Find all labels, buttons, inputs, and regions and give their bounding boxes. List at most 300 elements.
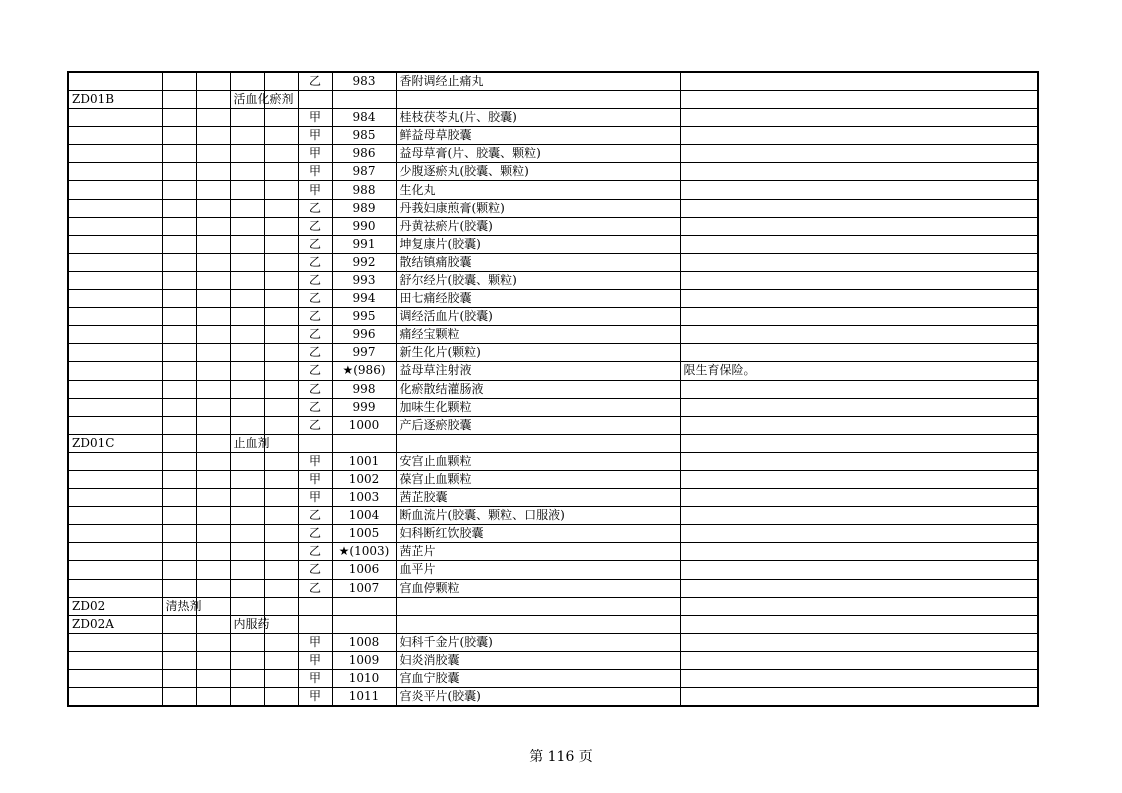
cell-category-code: [68, 362, 162, 380]
cell-drug-name: 丹莪妇康煎膏(颗粒): [396, 199, 680, 217]
cell-category-code: [68, 235, 162, 253]
cell-level1-category: [162, 507, 196, 525]
cell-empty: [264, 561, 298, 579]
cell-note: [680, 561, 1038, 579]
cell-category-code: [68, 579, 162, 597]
cell-number: 989: [332, 199, 396, 217]
cell-number: 994: [332, 290, 396, 308]
cell-drug-name: 妇科断红饮胶囊: [396, 525, 680, 543]
cell-empty: [196, 344, 230, 362]
cell-grade: 乙: [298, 344, 332, 362]
cell-number: 1005: [332, 525, 396, 543]
cell-drug-name: 桂枝茯苓丸(片、胶囊): [396, 109, 680, 127]
cell-category-code: ZD01B: [68, 91, 162, 109]
cell-drug-name: 宫炎平片(胶囊): [396, 688, 680, 707]
cell-level2-category: [230, 651, 264, 669]
cell-category-code: [68, 398, 162, 416]
cell-category-code: ZD02: [68, 597, 162, 615]
table-row: [68, 72, 1038, 91]
table-row: [68, 579, 1038, 597]
cell-note: [680, 217, 1038, 235]
cell-drug-name: 调经活血片(胶囊): [396, 308, 680, 326]
cell-level1-category: [162, 217, 196, 235]
cell-level1-category: [162, 72, 196, 91]
cell-number: 998: [332, 380, 396, 398]
table-row: [68, 362, 1038, 380]
cell-level2-category: [230, 543, 264, 561]
cell-level2-category: [230, 308, 264, 326]
cell-level2-category: [230, 597, 264, 615]
table-row: [68, 651, 1038, 669]
cell-level2-category: [230, 253, 264, 271]
cell-level1-category: [162, 525, 196, 543]
cell-level2-category: [230, 181, 264, 199]
cell-level2-category: [230, 633, 264, 651]
cell-grade: 乙: [298, 199, 332, 217]
drug-list-table: [67, 71, 1039, 707]
cell-level1-category: [162, 670, 196, 688]
cell-category-code: [68, 470, 162, 488]
cell-empty: [264, 507, 298, 525]
cell-number: 995: [332, 308, 396, 326]
cell-grade: 乙: [298, 416, 332, 434]
cell-number: 1009: [332, 651, 396, 669]
cell-empty: [264, 525, 298, 543]
cell-category-code: [68, 543, 162, 561]
cell-level1-category: [162, 235, 196, 253]
cell-empty: [264, 398, 298, 416]
cell-level2-category: [230, 326, 264, 344]
cell-empty: [196, 507, 230, 525]
cell-empty: [196, 579, 230, 597]
cell-level2-category: [230, 72, 264, 91]
cell-grade: 乙: [298, 72, 332, 91]
cell-drug-name: 痛经宝颗粒: [396, 326, 680, 344]
cell-grade: 乙: [298, 362, 332, 380]
cell-empty: [264, 597, 298, 615]
cell-empty: [196, 253, 230, 271]
cell-drug-name: 田七痛经胶囊: [396, 290, 680, 308]
cell-grade: 甲: [298, 651, 332, 669]
cell-level1-category: [162, 326, 196, 344]
cell-empty: [196, 543, 230, 561]
cell-grade: 乙: [298, 217, 332, 235]
cell-empty: [196, 416, 230, 434]
cell-grade: 甲: [298, 127, 332, 145]
cell-empty: [196, 290, 230, 308]
cell-category-code: [68, 271, 162, 289]
cell-number: ★(1003): [332, 543, 396, 561]
cell-level2-category: [230, 127, 264, 145]
table-row: [68, 470, 1038, 488]
cell-category-code: [68, 72, 162, 91]
cell-grade: 乙: [298, 579, 332, 597]
cell-drug-name: 益母草注射液: [396, 362, 680, 380]
cell-grade: 甲: [298, 109, 332, 127]
table-row: [68, 308, 1038, 326]
cell-note: [680, 308, 1038, 326]
cell-level1-category: [162, 109, 196, 127]
cell-number: 1003: [332, 489, 396, 507]
cell-note: [680, 416, 1038, 434]
cell-empty: [264, 670, 298, 688]
cell-drug-name: 益母草膏(片、胶囊、颗粒): [396, 145, 680, 163]
cell-empty: [264, 235, 298, 253]
cell-drug-name: 丹黄祛瘀片(胶囊): [396, 217, 680, 235]
cell-number: 1000: [332, 416, 396, 434]
cell-category-code: [68, 217, 162, 235]
cell-empty: [264, 271, 298, 289]
cell-grade: 乙: [298, 326, 332, 344]
cell-grade: 甲: [298, 489, 332, 507]
table-row: [68, 416, 1038, 434]
cell-drug-name: 生化丸: [396, 181, 680, 199]
cell-empty: [196, 489, 230, 507]
cell-category-code: [68, 688, 162, 707]
cell-category-code: [68, 344, 162, 362]
cell-note: [680, 615, 1038, 633]
cell-note: [680, 651, 1038, 669]
cell-empty: [264, 145, 298, 163]
cell-empty: [264, 253, 298, 271]
cell-empty: [264, 127, 298, 145]
table-row: [68, 688, 1038, 707]
cell-drug-name: 茜芷胶囊: [396, 489, 680, 507]
cell-category-code: [68, 507, 162, 525]
cell-level1-category: [162, 163, 196, 181]
cell-drug-name: 香附调经止痛丸: [396, 72, 680, 91]
cell-empty: [264, 579, 298, 597]
cell-number: 983: [332, 72, 396, 91]
cell-note: [680, 489, 1038, 507]
cell-number: 1007: [332, 579, 396, 597]
table-row: [68, 217, 1038, 235]
cell-number: 992: [332, 253, 396, 271]
cell-grade: 乙: [298, 235, 332, 253]
cell-number: 1006: [332, 561, 396, 579]
cell-empty: [264, 181, 298, 199]
cell-level1-category: [162, 253, 196, 271]
cell-level1-category: [162, 308, 196, 326]
cell-level1-category: [162, 543, 196, 561]
cell-level2-category: [230, 507, 264, 525]
cell-number: 993: [332, 271, 396, 289]
cell-level1-category: [162, 470, 196, 488]
cell-level1-category: [162, 290, 196, 308]
table-row: [68, 199, 1038, 217]
cell-category-code: [68, 380, 162, 398]
cell-level1-category: [162, 651, 196, 669]
cell-grade: 乙: [298, 380, 332, 398]
table-row: [68, 290, 1038, 308]
cell-grade: 乙: [298, 271, 332, 289]
cell-category-code: [68, 145, 162, 163]
cell-grade: 甲: [298, 670, 332, 688]
cell-empty: [196, 163, 230, 181]
cell-grade: 甲: [298, 688, 332, 707]
cell-note: [680, 127, 1038, 145]
cell-drug-name: 坤复康片(胶囊): [396, 235, 680, 253]
cell-level1-category: [162, 615, 196, 633]
table-row: [68, 489, 1038, 507]
cell-empty: [196, 452, 230, 470]
cell-drug-name: 妇炎消胶囊: [396, 651, 680, 669]
cell-category-code: [68, 163, 162, 181]
cell-empty: [264, 380, 298, 398]
cell-category-code: [68, 489, 162, 507]
cell-drug-name: [396, 615, 680, 633]
cell-category-code: [68, 452, 162, 470]
cell-grade: 乙: [298, 561, 332, 579]
cell-category-code: [68, 308, 162, 326]
cell-grade: 甲: [298, 163, 332, 181]
cell-note: [680, 380, 1038, 398]
cell-number: [332, 91, 396, 109]
cell-drug-name: [396, 91, 680, 109]
cell-empty: [196, 362, 230, 380]
cell-level1-category: [162, 688, 196, 707]
cell-number: 987: [332, 163, 396, 181]
table-row: [68, 109, 1038, 127]
table-row: [68, 597, 1038, 615]
cell-empty: [196, 127, 230, 145]
cell-drug-name: 茜芷片: [396, 543, 680, 561]
cell-level2-category: [230, 235, 264, 253]
cell-level2-category: [230, 362, 264, 380]
cell-empty: [196, 434, 230, 452]
cell-drug-name: 散结镇痛胶囊: [396, 253, 680, 271]
cell-grade: 乙: [298, 525, 332, 543]
cell-number: 1002: [332, 470, 396, 488]
cell-drug-name: [396, 434, 680, 452]
cell-note: [680, 109, 1038, 127]
cell-level2-category: [230, 344, 264, 362]
cell-empty: [264, 470, 298, 488]
cell-empty: [264, 452, 298, 470]
cell-level2-category: 止血剂: [230, 434, 264, 452]
cell-drug-name: 加味生化颗粒: [396, 398, 680, 416]
table-row: [68, 670, 1038, 688]
cell-empty: [196, 561, 230, 579]
cell-drug-name: 妇科千金片(胶囊): [396, 633, 680, 651]
cell-number: [332, 615, 396, 633]
table-row: [68, 434, 1038, 452]
cell-empty: [196, 688, 230, 707]
cell-empty: [264, 688, 298, 707]
cell-category-code: ZD02A: [68, 615, 162, 633]
cell-note: [680, 597, 1038, 615]
cell-category-code: [68, 109, 162, 127]
cell-grade: 甲: [298, 452, 332, 470]
table-row: [68, 452, 1038, 470]
cell-note: [680, 452, 1038, 470]
cell-category-code: [68, 326, 162, 344]
cell-drug-name: 少腹逐瘀丸(胶囊、颗粒): [396, 163, 680, 181]
cell-number: [332, 597, 396, 615]
cell-empty: [264, 199, 298, 217]
cell-level1-category: [162, 561, 196, 579]
cell-level1-category: [162, 199, 196, 217]
cell-empty: [196, 326, 230, 344]
cell-level2-category: [230, 489, 264, 507]
cell-empty: [264, 362, 298, 380]
cell-note: 限生育保险。: [680, 362, 1038, 380]
table-row: [68, 615, 1038, 633]
table-row: [68, 145, 1038, 163]
table-row: [68, 507, 1038, 525]
cell-level2-category: [230, 145, 264, 163]
cell-category-code: [68, 561, 162, 579]
cell-note: [680, 235, 1038, 253]
cell-note: [680, 579, 1038, 597]
cell-category-code: [68, 199, 162, 217]
cell-level2-category: 活血化瘀剂: [230, 91, 264, 109]
page-number: 第 116 页: [529, 749, 593, 765]
cell-level2-category: [230, 561, 264, 579]
cell-level2-category: [230, 398, 264, 416]
cell-category-code: [68, 290, 162, 308]
cell-number: 984: [332, 109, 396, 127]
cell-note: [680, 145, 1038, 163]
cell-empty: [196, 72, 230, 91]
cell-number: [332, 434, 396, 452]
cell-empty: [264, 163, 298, 181]
cell-empty: [196, 308, 230, 326]
cell-note: [680, 507, 1038, 525]
table-row: [68, 344, 1038, 362]
cell-level2-category: 内服药: [230, 615, 264, 633]
cell-number: 999: [332, 398, 396, 416]
cell-number: 990: [332, 217, 396, 235]
cell-note: [680, 72, 1038, 91]
cell-drug-name: 安宫止血颗粒: [396, 452, 680, 470]
cell-level1-category: [162, 489, 196, 507]
table-row: [68, 91, 1038, 109]
cell-empty: [264, 308, 298, 326]
cell-empty: [196, 615, 230, 633]
cell-note: [680, 326, 1038, 344]
table-body: [68, 72, 1038, 706]
cell-category-code: [68, 416, 162, 434]
cell-grade: 乙: [298, 507, 332, 525]
table-row: [68, 181, 1038, 199]
cell-level2-category: [230, 290, 264, 308]
cell-note: [680, 543, 1038, 561]
cell-drug-name: 宫血停颗粒: [396, 579, 680, 597]
cell-note: [680, 91, 1038, 109]
cell-empty: [196, 217, 230, 235]
cell-note: [680, 434, 1038, 452]
cell-empty: [264, 344, 298, 362]
table-row: [68, 543, 1038, 561]
cell-level1-category: [162, 127, 196, 145]
cell-note: [680, 253, 1038, 271]
cell-note: [680, 181, 1038, 199]
cell-empty: [196, 398, 230, 416]
cell-empty: [264, 489, 298, 507]
cell-level2-category: [230, 163, 264, 181]
cell-number: 988: [332, 181, 396, 199]
cell-category-code: ZD01C: [68, 434, 162, 452]
cell-level2-category: [230, 217, 264, 235]
cell-empty: [264, 72, 298, 91]
cell-number: ★(986): [332, 362, 396, 380]
cell-empty: [196, 271, 230, 289]
cell-grade: 乙: [298, 308, 332, 326]
cell-level1-category: [162, 416, 196, 434]
cell-note: [680, 470, 1038, 488]
cell-empty: [196, 91, 230, 109]
cell-note: [680, 633, 1038, 651]
cell-level1-category: [162, 181, 196, 199]
cell-category-code: [68, 127, 162, 145]
cell-note: [680, 525, 1038, 543]
cell-level1-category: [162, 362, 196, 380]
cell-note: [680, 688, 1038, 707]
cell-level2-category: [230, 380, 264, 398]
cell-number: 1010: [332, 670, 396, 688]
cell-grade: 甲: [298, 181, 332, 199]
cell-level2-category: [230, 525, 264, 543]
cell-level1-category: [162, 145, 196, 163]
cell-category-code: [68, 670, 162, 688]
cell-empty: [196, 651, 230, 669]
cell-note: [680, 398, 1038, 416]
table-row: [68, 235, 1038, 253]
cell-empty: [196, 670, 230, 688]
cell-number: 997: [332, 344, 396, 362]
cell-empty: [196, 199, 230, 217]
cell-empty: [196, 145, 230, 163]
cell-level1-category: 清热剂: [162, 597, 196, 615]
cell-empty: [264, 651, 298, 669]
cell-empty: [264, 326, 298, 344]
cell-note: [680, 344, 1038, 362]
cell-category-code: [68, 253, 162, 271]
table-row: [68, 633, 1038, 651]
cell-number: 996: [332, 326, 396, 344]
cell-number: 1008: [332, 633, 396, 651]
cell-number: 1011: [332, 688, 396, 707]
table-row: [68, 398, 1038, 416]
cell-grade: 甲: [298, 633, 332, 651]
table-row: [68, 271, 1038, 289]
cell-level1-category: [162, 633, 196, 651]
table-row: [68, 561, 1038, 579]
cell-note: [680, 271, 1038, 289]
cell-drug-name: 血平片: [396, 561, 680, 579]
cell-level1-category: [162, 452, 196, 470]
cell-number: 1004: [332, 507, 396, 525]
cell-empty: [196, 181, 230, 199]
cell-empty: [264, 416, 298, 434]
cell-level2-category: [230, 470, 264, 488]
cell-level2-category: [230, 199, 264, 217]
cell-grade: [298, 597, 332, 615]
cell-empty: [264, 109, 298, 127]
cell-note: [680, 670, 1038, 688]
cell-level1-category: [162, 380, 196, 398]
cell-level1-category: [162, 91, 196, 109]
cell-empty: [264, 217, 298, 235]
cell-category-code: [68, 525, 162, 543]
cell-grade: 乙: [298, 543, 332, 561]
cell-empty: [196, 470, 230, 488]
cell-drug-name: 断血流片(胶囊、颗粒、口服液): [396, 507, 680, 525]
cell-drug-name: 宫血宁胶囊: [396, 670, 680, 688]
cell-grade: 甲: [298, 470, 332, 488]
cell-grade: [298, 91, 332, 109]
